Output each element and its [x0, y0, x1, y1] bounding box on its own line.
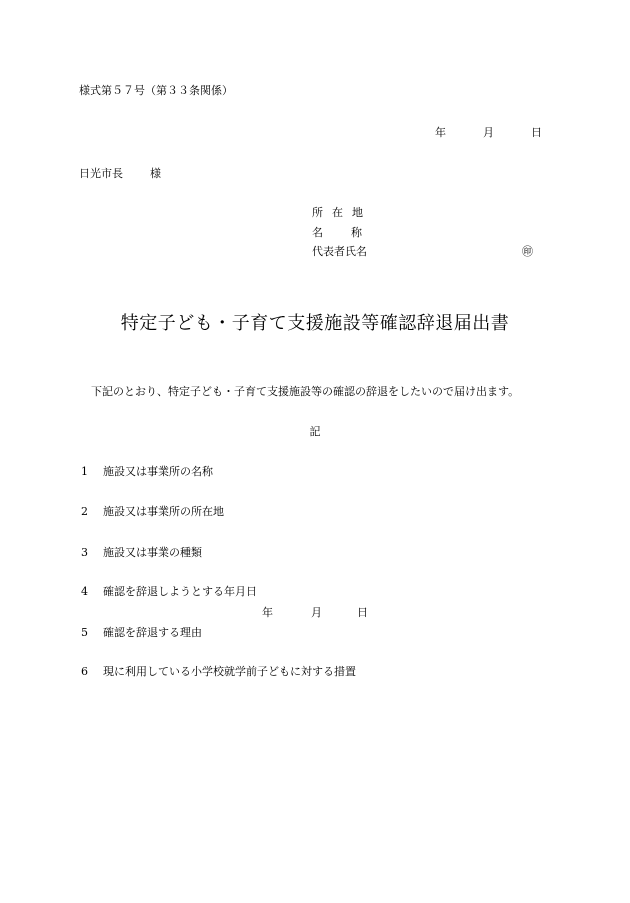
item-number: 3 — [81, 546, 88, 559]
item-label: 施設又は事業の種類 — [103, 546, 202, 559]
item-number: 4 — [81, 585, 88, 598]
item-number: 1 — [81, 465, 88, 478]
list-item — [81, 663, 356, 679]
seal-mark: ㊞ — [522, 245, 533, 258]
date-day-label: 日 — [531, 126, 542, 139]
item4-month-label: 月 — [311, 606, 322, 619]
list-item — [81, 624, 202, 640]
list-item — [81, 544, 202, 560]
item-label: 確認を辞退する理由 — [103, 626, 202, 639]
item-number: 5 — [81, 626, 88, 639]
item-label: 施設又は事業所の所在地 — [103, 505, 224, 518]
list-item — [81, 463, 213, 479]
document-title: 特定子ども・子育て支援施設等確認辞退届出書 — [120, 313, 510, 334]
applicant-representative-label: 代表者氏名 — [312, 245, 367, 258]
item-number: 6 — [81, 665, 88, 678]
form-number: 様式第５７号（第３３条関係） — [79, 84, 233, 97]
list-item — [81, 503, 224, 519]
date-year-label: 年 — [435, 126, 446, 139]
ki-heading: 記 — [309, 425, 321, 438]
addressee-name: 日光市長 — [79, 167, 123, 180]
item-label: 確認を辞退しようとする年月日 — [103, 585, 257, 598]
intro-text: 下記のとおり、特定子ども・子育て支援施設等の確認の辞退をしたいので届け出ます。 — [91, 385, 520, 398]
applicant-address-label: 所在地 — [312, 206, 372, 219]
item-number: 2 — [81, 505, 88, 518]
applicant-name-label: 名称 — [312, 226, 390, 239]
addressee-honorific: 様 — [150, 167, 161, 180]
list-item — [81, 583, 257, 599]
item-label: 現に利用している小学校就学前子どもに対する措置 — [103, 665, 356, 678]
item-label: 施設又は事業所の名称 — [103, 465, 213, 478]
date-month-label: 月 — [483, 126, 494, 139]
item4-day-label: 日 — [357, 606, 368, 619]
item4-year-label: 年 — [262, 606, 273, 619]
